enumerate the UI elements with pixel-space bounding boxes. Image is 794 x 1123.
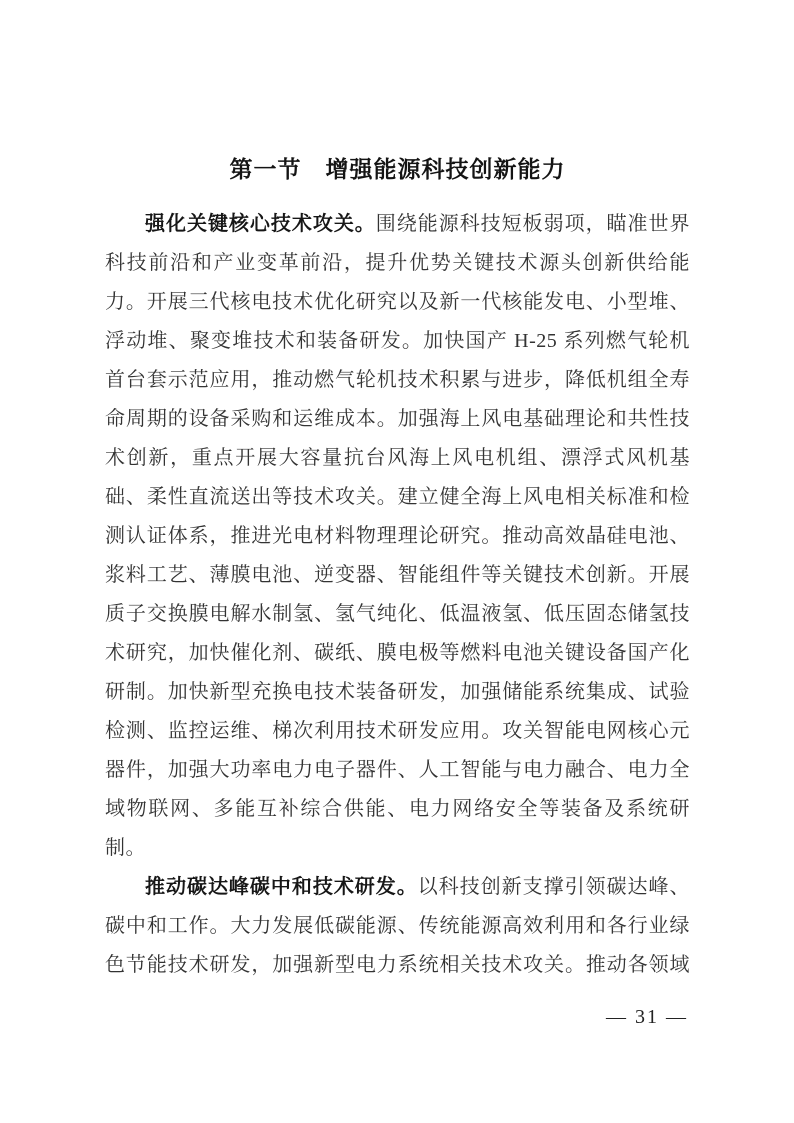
paragraph-lead: 强化关键核心技术攻关。 (145, 213, 376, 235)
line-text: 测认证体系，推进光电材料物理理论研究。推动高效晶硅电池、 (105, 525, 690, 547)
body-line (105, 283, 690, 322)
line-text: 制。 (105, 837, 146, 859)
body-line (105, 790, 690, 829)
body-line (105, 400, 690, 439)
body-text (105, 205, 690, 985)
line-text: 首台套示范应用，推动燃气轮机技术积累与进步，降低机组全寿 (105, 369, 690, 391)
body-line (105, 829, 690, 868)
body-line (105, 634, 690, 673)
line-text: 器件，加强大功率电力电子器件、人工智能与电力融合、电力全 (105, 759, 690, 781)
page-number (105, 1002, 690, 1032)
line-text: 研制。加快新型充换电技术装备研发，加强储能系统集成、试验 (105, 681, 690, 703)
line-text: 以科技创新支撑引领碳达峰、 (417, 876, 690, 898)
paragraph-lead: 推动碳达峰碳中和技术研发。 (145, 876, 418, 898)
line-text: 术创新，重点开展大容量抗台风海上风电机组、漂浮式风机基 (105, 447, 690, 469)
line-text: 科技前沿和产业变革前沿，提升优势关键技术源头创新供给能 (105, 252, 690, 274)
body-line (105, 946, 690, 985)
line-text: 浮动堆、聚变堆技术和装备研发。加快国产 H-25 系列燃气轮机 (105, 330, 690, 352)
section-title: 第一节 增强能源科技创新能力 (229, 156, 566, 182)
line-text: 础、柔性直流送出等技术攻关。建立健全海上风电相关标准和检 (105, 486, 690, 508)
line-text: 色节能技术研发，加强新型电力系统相关技术攻关。推动各领域 (105, 954, 690, 976)
body-line (105, 868, 690, 907)
line-text: 力。开展三代核电技术优化研究以及新一代核能发电、小型堆、 (105, 291, 690, 313)
body-line (105, 244, 690, 283)
body-line (105, 361, 690, 400)
line-text: 命周期的设备采购和运维成本。加强海上风电基础理论和共性技 (105, 408, 690, 430)
line-text: 域物联网、多能互补综合供能、电力网络安全等装备及系统研 (105, 798, 690, 820)
page-number-text: — 31 — (606, 1006, 688, 1028)
body-line (105, 517, 690, 556)
body-line (105, 556, 690, 595)
body-line (105, 673, 690, 712)
line-text: 质子交换膜电解水制氢、氢气纯化、低温液氢、低压固态储氢技 (105, 603, 690, 625)
body-line (105, 205, 690, 244)
body-line (105, 595, 690, 634)
body-line (105, 478, 690, 517)
line-text: 浆料工艺、薄膜电池、逆变器、智能组件等关键技术创新。开展 (105, 564, 690, 586)
body-line (105, 751, 690, 790)
line-text: 术研究，加快催化剂、碳纸、膜电极等燃料电池关键设备国产化 (105, 642, 690, 664)
body-line (105, 439, 690, 478)
body-line (105, 322, 690, 361)
line-text: 围绕能源科技短板弱项，瞄准世界 (375, 213, 690, 235)
body-line (105, 712, 690, 751)
body-line (105, 907, 690, 946)
line-text: 检测、监控运维、梯次利用技术研发应用。攻关智能电网核心元 (105, 720, 690, 742)
line-text: 碳中和工作。大力发展低碳能源、传统能源高效利用和各行业绿 (105, 915, 690, 937)
